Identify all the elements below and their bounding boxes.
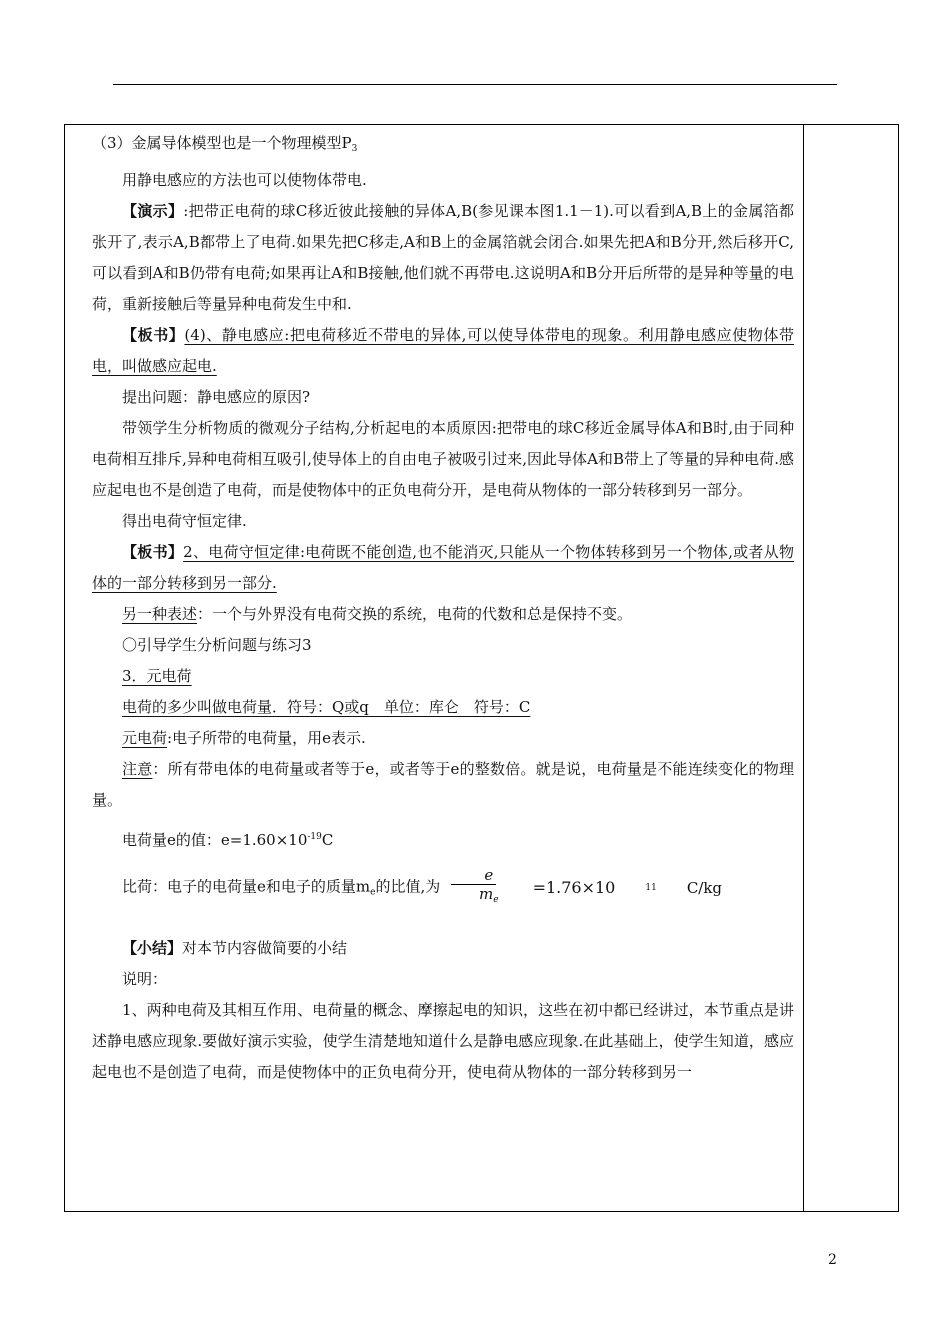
table-side-cell <box>802 124 899 1212</box>
fraction-den-sub: e <box>493 895 499 905</box>
paragraph-specific-charge <box>92 866 794 913</box>
tag-summary: 【小结】 <box>122 938 183 957</box>
tag-demo: 【演示】 <box>122 202 184 220</box>
paragraph-analysis: 带领学生分析物质的微观分子结构,分析起电的本质原因:把带电的球C移近金属导体A和B时,由于同种电荷相互排斥,异种电荷相互吸引,使导体上的自由电子被吸引过来,因此导体A和B带上了等量的异种电荷.感应起电也不是创造了电荷，而是使物体中的正负电荷分开，是电荷从物体的一部分转移到另一部分。 <box>92 419 794 499</box>
paragraph-model <box>92 128 794 165</box>
paragraph-exercise: 〇引导学生分析问题与练习3 <box>122 636 312 654</box>
text-charge-exp: -19 <box>307 832 322 842</box>
paragraph-conservation-intro: 得出电荷守恒定律. <box>122 512 247 530</box>
paragraph-induction-intro: 用静电感应的方法也可以使物体带电. <box>122 171 367 189</box>
fraction-numerator: e <box>451 866 496 885</box>
text-model-sub: 3 <box>351 144 358 154</box>
fraction-denominator <box>449 885 499 909</box>
text-demo: :把带正电荷的球C移近彼此接触的异体A,B(参见课本图1.1－1).可以看到A,B上的金属箔都张开了,表示A,B都带上了电荷.如果先把C移走,A和B上的金属箔就会闭合.如果先把A和B分开,然后移开C,可以看到A和B仍带有电荷;如果再让A和B接触,他们就不再带电.这说明A和B分开后所带的是异种等量的电荷，重新接触后等量异种电荷发生中和. <box>92 202 794 313</box>
paragraph-demo <box>92 196 794 320</box>
text-board-induction: (4)、静电感应:把电荷移近不带电的异体,可以使导体带电的现象。利用静电感应使物体带电，叫做感应起电. <box>92 326 794 375</box>
paragraph-elementary-def <box>92 723 794 754</box>
label-elementary: 元电荷 <box>122 729 168 747</box>
page-number: 2 <box>828 1252 837 1268</box>
text-note: ：所有带电体的电荷量或者等于e，或者等于e的整数倍。就是说，电荷量是不能连续变化的物理量。 <box>92 760 794 809</box>
label-alt-statement: 另一种表述 <box>122 605 198 623</box>
heading-elementary-charge <box>92 661 794 692</box>
paragraph-point-1: 1、两种电荷及其相互作用、电荷量的概念、摩擦起电的知识，这些在初中都已经讲过，本节重点是讲述静电感应现象.要做好演示实验，使学生清楚地知道什么是静电感应现象.在此基础上，使学生知道，感应起电也不是创造了电荷，而是使物体中的正负电荷分开，使电荷从物体的一部分转移到另一 <box>92 1000 794 1081</box>
paragraph-alt-statement <box>92 599 794 630</box>
formula-specific-charge <box>445 866 722 909</box>
tag-board-1: 【板书】 <box>122 326 185 344</box>
header-rule <box>113 84 837 85</box>
text-specific-charge: 比荷：电子的电荷量e和电子的质量m <box>122 877 371 896</box>
fraction-den-m: m <box>479 885 494 903</box>
text-board-conservation: 2、电荷守恒定律:电荷既不能创造,也不能消灭,只能从一个物体转移到另一个物体,或者从物体的一部分转移到另一部分. <box>92 543 794 592</box>
paragraph-summary <box>92 933 794 964</box>
text-elementary-def: :电子所带的电荷量，用e表示. <box>167 729 366 747</box>
text-summary: 对本节内容做简要的小结 <box>182 938 348 957</box>
paragraph-charge-quantity <box>92 692 794 723</box>
formula-exp: 11 <box>645 882 657 893</box>
text-mass-sub: e <box>370 887 376 898</box>
text-model: （3）金属导体模型也是一个物理模型P <box>92 134 352 152</box>
lesson-content <box>92 128 794 1088</box>
paragraph-question: 提出问题：静电感应的原因? <box>122 388 311 406</box>
fraction <box>449 866 499 909</box>
paragraph-board-conservation <box>92 537 794 599</box>
table-bottom-rule <box>64 1211 898 1212</box>
text-charge-value: 电荷量e的值：e=1.60×10 <box>122 831 308 849</box>
paragraph-explanation: 说明： <box>122 969 168 988</box>
paragraph-charge-value <box>92 822 794 856</box>
text-charge-quantity: 电荷的多少叫做电荷量．符号：Q或q 单位：库仑 符号：C <box>122 698 531 716</box>
formula-value: =1.76×10 <box>532 877 616 897</box>
tag-board-2: 【板书】 <box>122 543 184 561</box>
text-charge-unit: C <box>321 831 334 849</box>
text-ratio: 的比值,为 <box>375 877 441 896</box>
paragraph-board-induction <box>92 320 794 382</box>
label-note: 注意 <box>122 760 153 778</box>
formula-unit: C/kg <box>686 878 723 897</box>
paragraph-note <box>92 754 794 816</box>
text-elementary-heading: 3．元电荷 <box>122 667 192 685</box>
text-alt-statement: ：一个与外界没有电荷交换的系统，电荷的代数和总是保持不变。 <box>197 605 633 623</box>
